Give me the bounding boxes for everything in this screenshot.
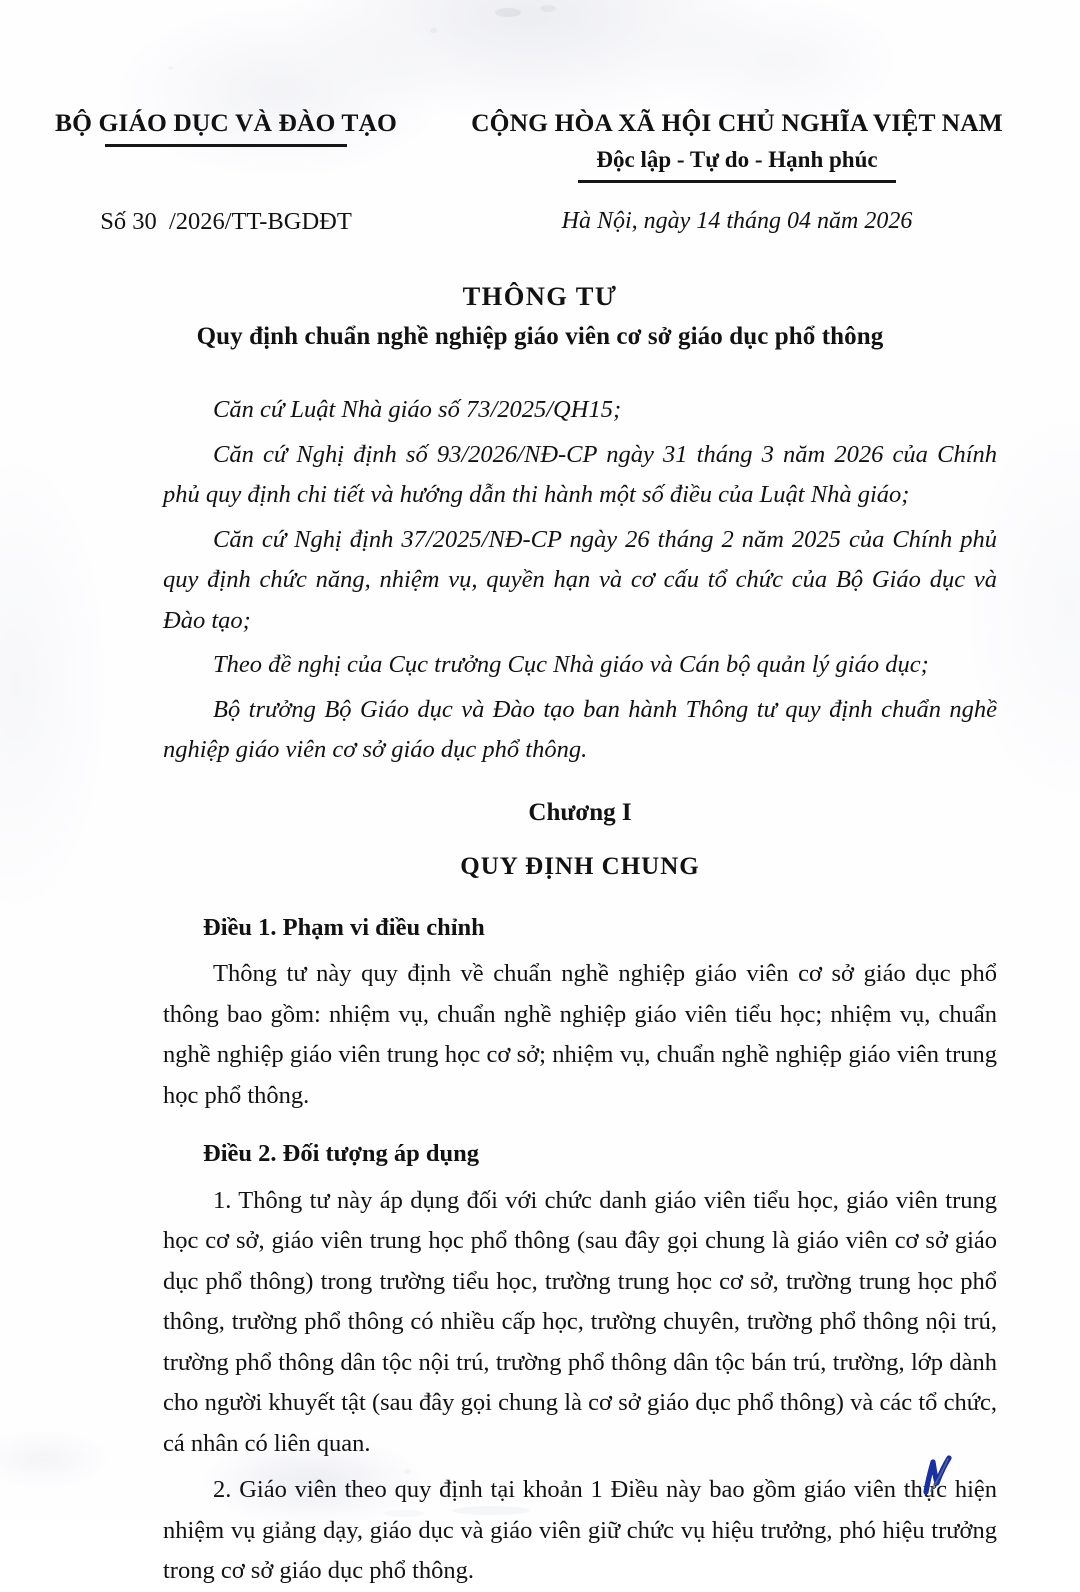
- preamble-paragraph: Bộ trưởng Bộ Giáo dục và Đào tạo ban hành Thông tư quy định chuẩn nghề nghiệp giáo viên cơ sở giáo dục phổ thông.: [163, 695, 997, 763]
- signature-initial-icon: [918, 1452, 970, 1504]
- document-number-date-line: [0, 208, 1080, 236]
- article-heading-2: Điều 2. Đối tượng áp dụng: [203, 1140, 480, 1167]
- place-and-date: Hà Nội, ngày 14 tháng 04 năm 2026: [561, 208, 913, 234]
- article-heading-1: Điều 1. Phạm vi điều chỉnh: [203, 913, 485, 941]
- ministry-block: [16, 108, 436, 183]
- article-2-clause-2: 2. Giáo viên theo quy định tại khoản 1 Điều này bao gồm giáo viên thực hiện nhiệm vụ giảng dạy, giáo dục và giáo viên giữ chức vụ hiệu trưởng, phó hiệu trưởng trong cơ sở giáo dục phổ thông.: [163, 1476, 997, 1584]
- national-name: CỘNG HÒA XÃ HỘI CHỦ NGHĨA VIỆT NAM: [471, 108, 1003, 137]
- national-heading-block: [436, 108, 1080, 183]
- national-motto: Độc lập - Tự do - Hạnh phúc: [596, 147, 878, 172]
- scan-artifact: [495, 8, 521, 17]
- article-1-paragraph: Thông tư này quy định về chuẩn nghề nghiệp giáo viên cơ sở giáo dục phổ thông bao gồm: nhiệm vụ, chuẩn nghề nghiệp giáo viên tiểu học; nhiệm vụ, chuẩn nghề nghiệp giáo viên trung học cơ sở; nhiệm vụ, chuẩn nghề nghiệp giáo viên trung học phổ thông.: [163, 960, 997, 1109]
- ministry-name: BỘ GIÁO DỤC VÀ ĐÀO TẠO: [54, 108, 397, 137]
- preamble-paragraph: Theo đề nghị của Cục trưởng Cục Nhà giáo và Cán bộ quản lý giáo dục;: [213, 651, 929, 678]
- preamble-paragraph: Căn cứ Nghị định 37/2025/NĐ-CP ngày 26 tháng 2 năm 2025 của Chính phủ quy định chức năng, nhiệm vụ, quyền hạn và cơ cấu tổ chức của Bộ Giáo dục và Đào tạo;: [163, 525, 997, 634]
- document-type: THÔNG TƯ: [462, 281, 618, 311]
- scan-artifact: [168, 66, 173, 70]
- chapter-name: QUY ĐỊNH CHUNG: [460, 853, 700, 880]
- letterhead: [0, 108, 1080, 183]
- motto-underline: [578, 180, 896, 183]
- document-number: Số 30 /2026/TT-BGDĐT: [100, 208, 352, 235]
- scan-artifact: [430, 28, 437, 33]
- document-body: [163, 390, 997, 1592]
- document-subject: Quy định chuẩn nghề nghiệp giáo viên cơ sở giáo dục phổ thông: [196, 323, 884, 350]
- scan-artifact: [540, 5, 556, 12]
- ministry-underline: [105, 144, 347, 147]
- chapter-label: Chương I: [528, 798, 632, 826]
- title-block: [0, 281, 1080, 351]
- article-2-clause-1: 1. Thông tư này áp dụng đối với chức danh giáo viên tiểu học, giáo viên trung học cơ sở, giáo viên trung học phổ thông (sau đây gọi chung là giáo viên cơ sở giáo dục phổ thông) trong trường tiểu học, trường trung học cơ sở, trường trung học phổ thông, trường phổ thông có nhiều cấp học, trường chuyên, trường phổ thông nội trú, trường phổ thông dân tộc nội trú, trường phổ thông dân tộc bán trú, trường, lớp dành cho người khuyết tật (sau đây gọi chung là cơ sở giáo dục phổ thông) và các tổ chức, cá nhân có liên quan.: [163, 1186, 997, 1457]
- preamble-paragraph: Căn cứ Nghị định số 93/2026/NĐ-CP ngày 31 tháng 3 năm 2026 của Chính phủ quy định chi tiết và hướng dẫn thi hành một số điều của Luật Nhà giáo;: [163, 440, 997, 508]
- preamble-paragraph: Căn cứ Luật Nhà giáo số 73/2025/QH15;: [213, 396, 622, 423]
